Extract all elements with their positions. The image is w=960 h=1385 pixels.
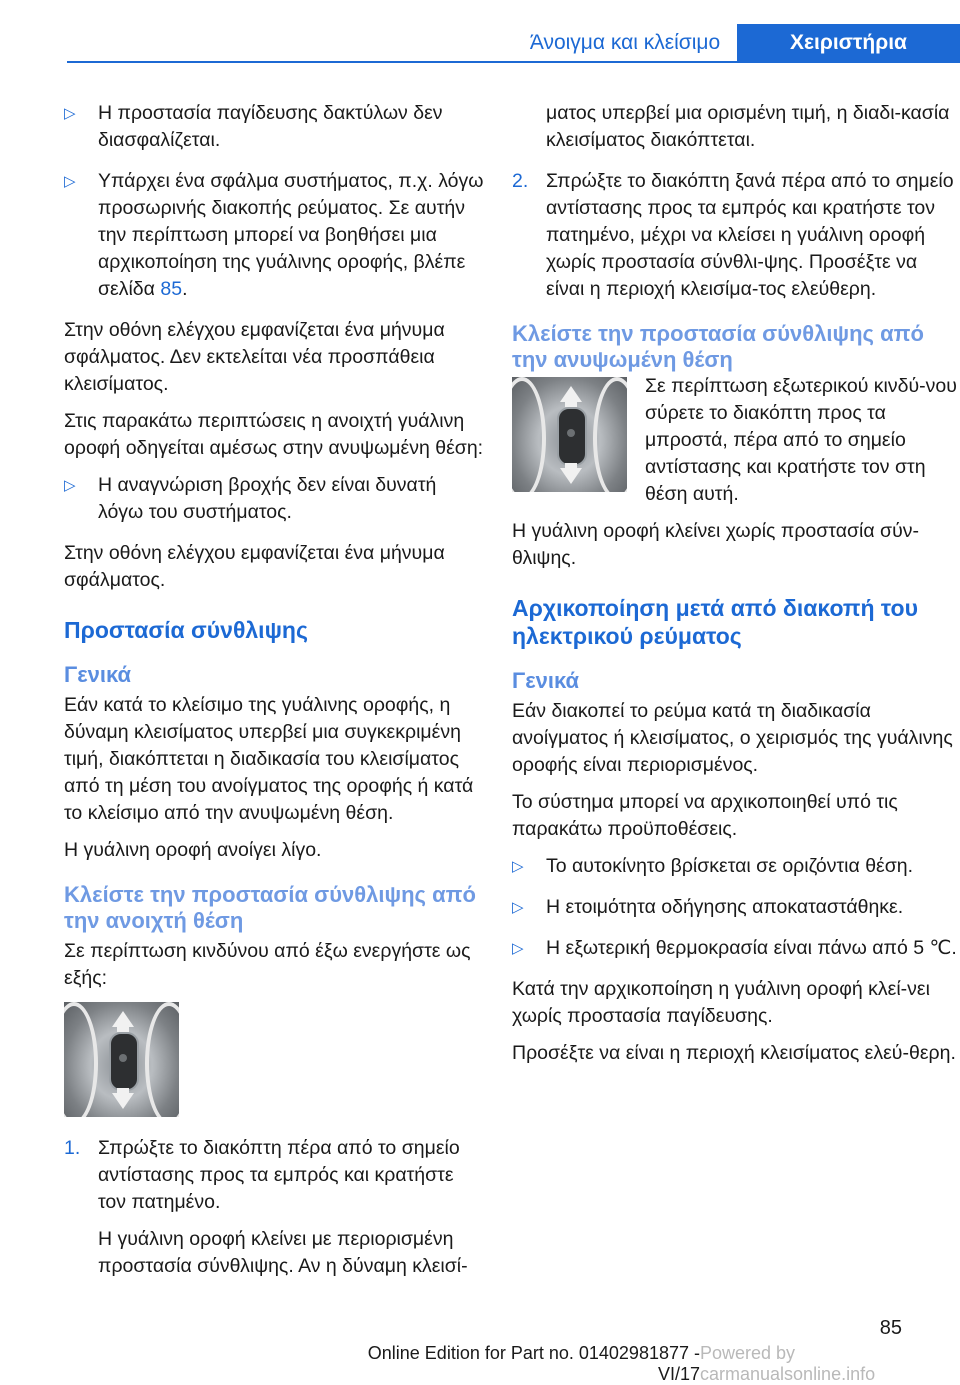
subsection-heading: Γενικά xyxy=(512,668,580,693)
step-number: 2. xyxy=(512,170,529,192)
bullet-text: Το αυτοκίνητο βρίσκεται σε οριζόντια θέση. xyxy=(546,855,914,877)
arrow-up-icon xyxy=(112,1011,134,1027)
console-curve-left xyxy=(512,377,546,492)
page-header xyxy=(0,0,960,62)
figure-caption-text: Σε περίπτωση εξωτερικού κινδύ-νου σύρετε το διακόπτη προς τα μπροστά, πέρα από το σημείο αντίστασης και κρατήστε τον στη θέση αυτή. xyxy=(645,375,957,505)
step-text: Σπρώξτε το διακόπτη ξανά πέρα από το σημείο αντίστασης προς τα εμπρός και κρατήστε τον πατημένο, μέχρι να κλείσει η γυάλινη οροφή χωρίς προστασία σύνθλι-ψης. Προσέξτε να είναι η περιοχή κλεισίμα-τος ελεύθερη. xyxy=(546,170,954,300)
header-chapter-tab: Χειριστήρια xyxy=(737,24,960,62)
step-continuation xyxy=(512,100,957,154)
triangle-bullet-icon: ▷ xyxy=(512,899,524,916)
bullet-item xyxy=(64,472,486,526)
paragraph: Στην οθόνη ελέγχου εμφανίζεται ένα μήνυμα σφάλματος. xyxy=(64,542,445,591)
watermark: Powered by carmanualsonline.info xyxy=(700,1343,876,1384)
paragraph: Εάν κατά το κλείσιμο της γυάλινης οροφής, η δύναμη κλεισίματος υπερβεί μια συγκεκριμένη τιμή, διακόπτεται η διαδικασία του κλεισίματος από τη μέση του ανοίγματος της οροφής ή κατά το κλείσιμο από την ανυψωμένη θέση. xyxy=(64,694,474,824)
paragraph: Στην οθόνη ελέγχου εμφανίζεται ένα μήνυμα σφάλματος. Δεν εκτελείται νέα προσπάθεια κλεισίματος. xyxy=(64,319,445,395)
triangle-bullet-icon: ▷ xyxy=(512,858,524,875)
paragraph: Το σύστημα μπορεί να αρχικοποιηθεί υπό τις παρακάτω προϋποθέσεις. xyxy=(512,791,898,840)
triangle-bullet-icon: ▷ xyxy=(64,173,76,190)
subsection-heading: Κλείστε την προστασία σύνθλιψης από την ανυψωμένη θέση xyxy=(512,321,924,372)
arrow-up-icon xyxy=(560,386,582,402)
bullet-text-suffix: . xyxy=(182,278,188,300)
left-column xyxy=(64,100,486,1294)
triangle-bullet-icon: ▷ xyxy=(64,105,76,122)
step-item xyxy=(64,1135,486,1280)
bullet-text: Υπάρχει ένα σφάλμα συστήματος, π.χ. λόγω προσωρινής διακοπής ρεύματος. Σε αυτήν την περίπτωση μπορεί να βοηθήσει μια αρχικοποίηση της γυάλινης οροφής, βλέπε σελίδα xyxy=(98,170,484,300)
bullet-item xyxy=(512,894,957,921)
page-link[interactable]: 85 xyxy=(160,278,183,300)
arrow-down-icon xyxy=(560,468,582,484)
paragraph: Η γυάλινη οροφή κλείνει χωρίς προστασία σύν-θλιψης. xyxy=(512,520,919,569)
step-text: Σπρώξτε το διακόπτη πέρα από το σημείο αντίστασης προς τα εμπρός και κρατήστε τον πατημένο. xyxy=(98,1137,460,1213)
page-number: 85 xyxy=(879,1317,902,1339)
paragraph: Εάν διακοπεί το ρεύμα κατά τη διαδικασία ανοίγματος ή κλεισίματος, ο χειρισμός της γυάλινης οροφής είναι περιορισμένος. xyxy=(512,700,953,776)
paragraph: Κατά την αρχικοποίηση η γυάλινη οροφή κλεί-νει χωρίς προστασία παγίδευσης. xyxy=(512,978,930,1027)
console-curve-right xyxy=(145,1002,179,1117)
bullet-item xyxy=(64,168,486,303)
header-rule xyxy=(67,61,960,63)
console-curve-right xyxy=(593,377,627,492)
bullet-item xyxy=(64,100,486,154)
bullet-text: Η αναγνώριση βροχής δεν είναι δυνατή λόγω του συστήματος. xyxy=(98,474,437,523)
subsection-heading: Γενικά xyxy=(64,662,132,687)
arrow-down-icon xyxy=(112,1093,134,1109)
step-note: Η γυάλινη οροφή κλείνει με περιορισμένη προστασία σύνθλιψης. Αν η δύναμη κλεισί- xyxy=(98,1228,468,1277)
edition-info: Online Edition for Part no. 01402981877 - VI/17 xyxy=(367,1343,700,1384)
bullet-text: Η ετοιμότητα οδήγησης αποκαταστάθηκε. xyxy=(546,896,904,918)
figure-with-text xyxy=(512,377,957,518)
paragraph: Η γυάλινη οροφή ανοίγει λίγο. xyxy=(64,839,322,861)
bullet-text: Η προστασία παγίδευσης δακτύλων δεν διασφαλίζεται. xyxy=(98,102,443,151)
paragraph: Σε περίπτωση κινδύνου από έξω ενεργήστε ως εξής: xyxy=(64,940,471,989)
right-column xyxy=(512,100,957,1077)
bullet-text: Η εξωτερική θερμοκρασία είναι πάνω από 5 ℃. xyxy=(546,937,957,959)
bullet-item xyxy=(512,935,957,962)
console-curve-left xyxy=(64,1002,98,1117)
switch-indicator xyxy=(567,429,575,437)
section-heading: Προστασία σύνθλιψης xyxy=(64,617,308,643)
step-number: 1. xyxy=(64,1137,81,1159)
roof-switch-illustration xyxy=(512,377,627,492)
paragraph: Προσέξτε να είναι η περιοχή κλεισίματος ελεύ-θερη. xyxy=(512,1042,956,1064)
switch-indicator xyxy=(119,1054,127,1062)
section-heading: Αρχικοποίηση μετά από διακοπή του ηλεκτρικού ρεύματος xyxy=(512,595,918,649)
step-note-continued: ματος υπερβεί μια ορισμένη τιμή, η διαδι-κασία κλεισίματος διακόπτεται. xyxy=(546,102,950,151)
triangle-bullet-icon: ▷ xyxy=(64,477,76,494)
header-section-title: Άνοιγμα και κλείσιμο xyxy=(529,31,721,54)
triangle-bullet-icon: ▷ xyxy=(512,940,524,957)
step-item xyxy=(512,168,957,303)
subsection-heading: Κλείστε την προστασία σύνθλιψης από την ανοιχτή θέση xyxy=(64,882,476,933)
bullet-item xyxy=(512,853,957,880)
roof-switch-illustration xyxy=(64,1002,179,1117)
paragraph: Στις παρακάτω περιπτώσεις η ανοιχτή γυάλινη οροφή οδηγείται αμέσως στην ανυψωμένη θέση: xyxy=(64,410,484,459)
